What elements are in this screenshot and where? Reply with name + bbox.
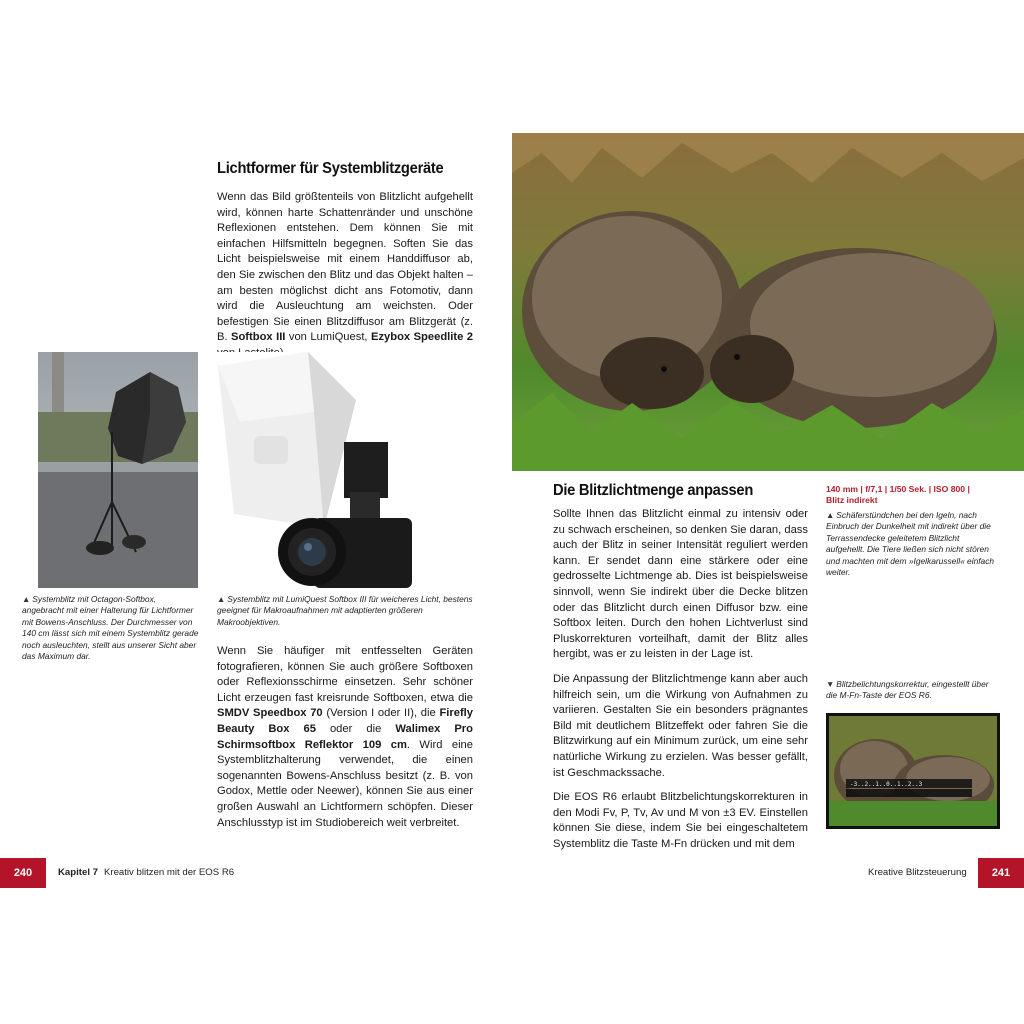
softbox-caption: ▲ Systemblitz mit LumiQuest Softbox III für weicheres Licht, bestens geeignet für Makroaufnahmen mit adaptierten größeren Makroobjektiven. — [217, 594, 473, 627]
left-heading: Lichtformer für Systemblitzgeräte — [217, 160, 444, 177]
triangle-down-icon: ▼ — [826, 679, 835, 689]
exposure-scale: -3..2..1..0..1..2..3 — [850, 781, 923, 788]
right-body — [553, 507, 808, 861]
octagon-caption: ▲ Systemblitz mit Octagon-Softbox, angebracht mit einer Halterung für Lichtformer mit Bowens-Anschluss. Der Durchmesser von 140 cm lässt sich mit einem Systemblitz gerade noch ausleuchten, stellt aus unserer Sicht aber das Maximum dar. — [22, 594, 199, 662]
hedgehog-photo — [512, 133, 1024, 471]
softbox-camera-photo — [214, 352, 414, 588]
hedgehog-caption: ▲ Schäferstündchen bei den Igeln, nach Einbruch der Dunkelheit mit indirekt über die Terrassendecke geleitetem Blitzlicht aufgehellt. Die Tiere ließen sich nicht stören und machten mit dem »Igelkarussell« einfach weiter. — [826, 510, 995, 578]
triangle-up-icon: ▲ — [826, 510, 835, 520]
footer-right: Kreative Blitzsteuerung — [868, 867, 967, 878]
camera-screen-photo — [826, 713, 1000, 829]
left-intro-paragraph: Wenn das Bild größtenteils von Blitzlicht aufgehellt wird, können harte Schattenränder und unschöne Reflexionen entstehen. Dem können Sie mit einfachen Hilfsmitteln begegnen. Soften Sie das Licht beispielsweise mit einem Handdiffusor ab, den Sie zwischen den Blitz und das Objekt halten – am besten möglichst dicht ans Fotomotiv, dann wird die Ausleuchtung am weichsten. Oder befestigen Sie einen Blitzdiffusor am Blitzgerät (z. B. Softbox III von LumiQuest, Ezybox Speedlite 2 — [217, 191, 473, 344]
right-paragraph-1: Sollte Ihnen das Blitzlicht einmal zu intensiv oder zu schwach erscheinen, so denken Sie daran, dass auch der Blitz in seiner Intensität reguliert werden kann. Er sendet dann eine stärkere oder eine gedrosselte Lichtmenge ab. Dies ist beispielsweise sinnvoll, wenn Sie indirekt über die Decke blitzen oder das Blitzlicht durch einen Diffusor bzw. eine Softbox leiten. Durch den hohen Lichtverlust sind Pluskorrekturen vorteilhaft, damit der Blitz alles hergibt, was er zu leisten in der Lage ist. — [553, 508, 808, 661]
triangle-up-icon: ▲ — [22, 594, 31, 604]
page-number-left: 240 — [0, 858, 46, 888]
footer-left: Kapitel 7 Kreativ blitzen mit der EOS R6 — [58, 867, 235, 878]
right-paragraph-2: Die Anpassung der Blitzlichtmenge kann aber auch hilfreich sein, um die Wirkung von Aufnahmen zu variieren. Gestalten Sie ein besonders prägnantes Bild mit deutlichem Blitzeffekt oder fahren Sie die Blitzwirkung auf ein Minimum zurück, um eine sehr natürliche Wirkung zu erzielen. Was besser gefällt, ist Geschmackssache. — [553, 672, 808, 779]
right-heading: Die Blitzlichtmenge anpassen — [553, 482, 754, 499]
page-number-right: 241 — [978, 858, 1024, 888]
left-second-paragraph: Wenn Sie häufiger mit entfesselten Geräten fotografieren, können Sie auch größere Softboxen oder Reflexionsschirme einsetzen. Sehr schöner Licht erzeugen fast kreisrunde Softboxen, etwa die SMDV Speedbox 70 (Version I oder II), die Firefly Beauty Box 65 oder die Walimex Pro Schirmsoftbox Reflektor 109 cm. Wird eine Systemblitzhalterung verwendet, die einen sogenannten Bowens-Anschluss besitzt (z. B. von Godox, Mettle oder Neewer), können Sie aus einer großen Auswahl an Lichtformern schöpfen. Dieser Anschlusstyp ist im Studiobereich weit verbreitet. — [217, 645, 474, 829]
right-paragraph-3: Die EOS R6 erlaubt Blitzbelichtungskorrekturen in den Modi Fv, P, Tv, Av und M von ±3 EV. Einstellen können Sie diese, indem Sie bei eingeschaltetem Systemblitz die Taste M-Fn drücken und mit dem — [553, 791, 808, 850]
screen-caption: ▼ Blitzbelichtungskorrektur, eingestellt über die M-Fn-Taste der EOS R6. — [826, 679, 989, 701]
exposure-specs: 140 mm | f/7,1 | 1/50 Sek. | ISO 800 | Blitz indirekt — [826, 484, 970, 505]
triangle-up-icon: ▲ — [217, 594, 226, 604]
octagon-softbox-photo — [38, 352, 198, 588]
